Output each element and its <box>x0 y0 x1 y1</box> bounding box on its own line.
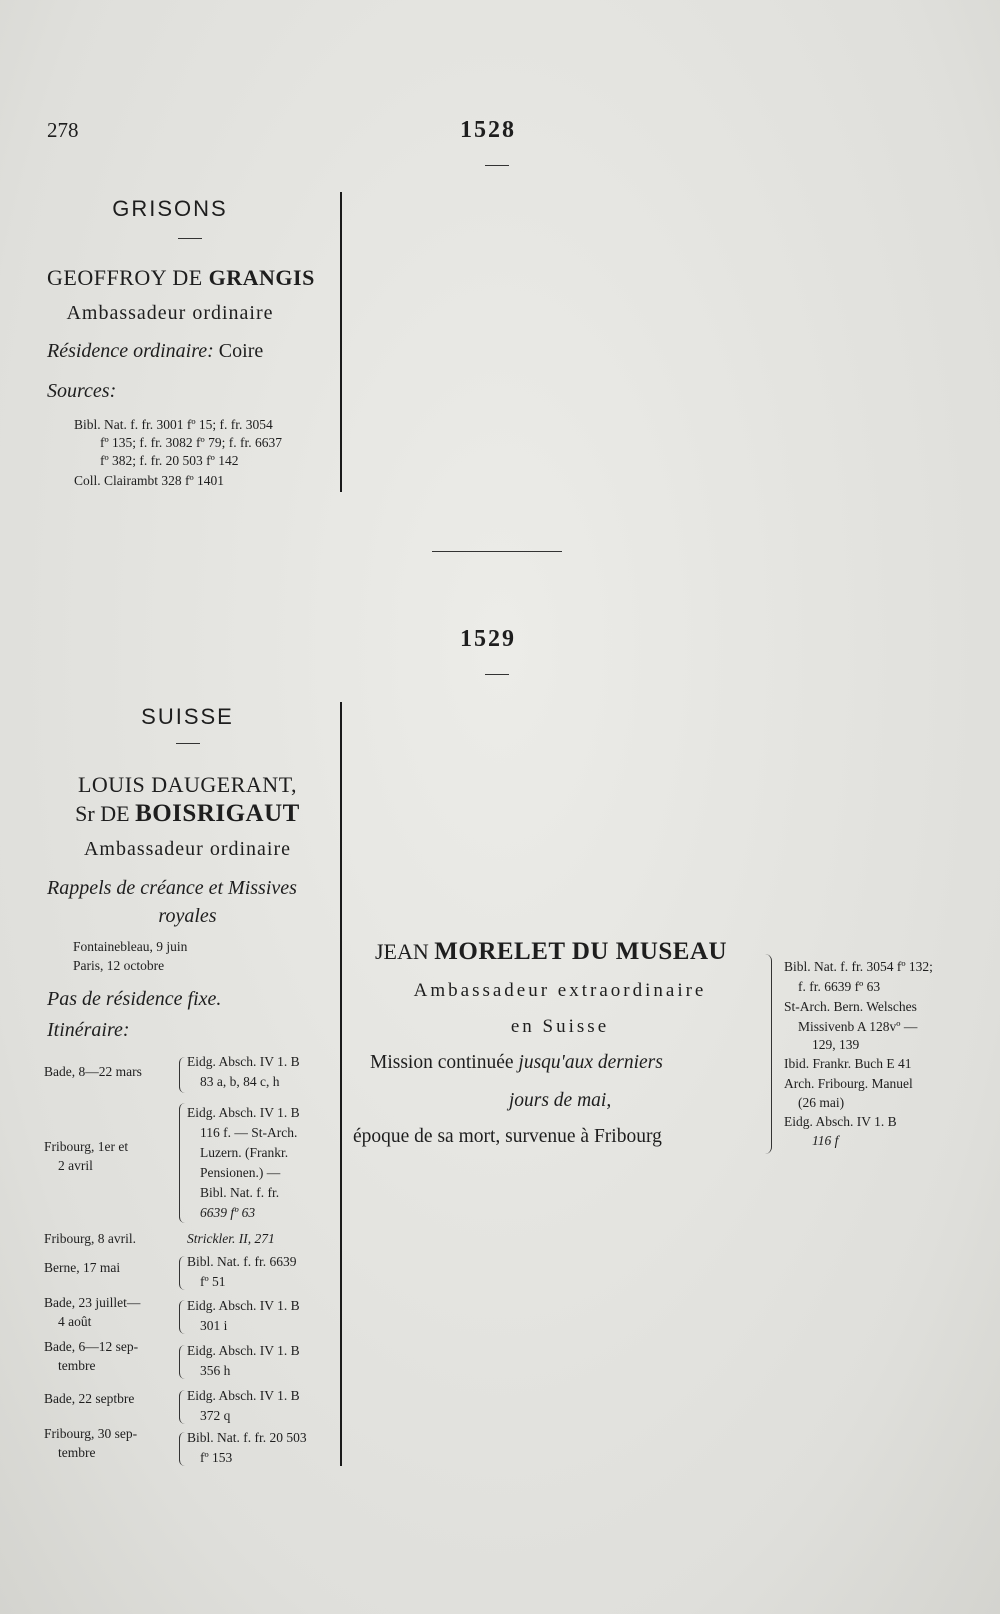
ambassador-name <box>47 265 315 291</box>
itinerary-source: Luzern. (Frankr. <box>200 1145 289 1160</box>
itinerary-source: Bibl. Nat. f. fr. <box>200 1185 280 1200</box>
rappels-heading-cont: royales <box>158 905 217 927</box>
itinerary-source: 372 q <box>200 1408 231 1423</box>
source-line: f. fr. 6639 fº 63 <box>798 979 881 994</box>
mission-line <box>370 1052 663 1074</box>
year-heading-1529: 1529 <box>460 626 516 652</box>
ambassador-title-cont: en Suisse <box>510 1016 610 1037</box>
divider <box>176 743 200 744</box>
itinerary-source: Bibl. Nat. f. fr. 20 503 <box>187 1430 307 1445</box>
source-line: Ibid. Frankr. Buch E 41 <box>784 1056 912 1071</box>
residence-line <box>47 340 263 363</box>
brace <box>179 1345 185 1379</box>
year-divider <box>485 674 509 675</box>
itinerary-source: 301 i <box>200 1318 228 1333</box>
source-line: Arch. Fribourg. Manuel <box>784 1076 913 1091</box>
name-prefix: GEOFFROY DE <box>47 265 209 290</box>
brace <box>179 1432 185 1466</box>
source-line: St-Arch. Bern. Welsches <box>784 999 917 1014</box>
column-rule <box>340 192 342 492</box>
itinerary-source: 83 a, b, 84 c, h <box>200 1074 280 1089</box>
name-surname: MORELET DU MUSEAU <box>434 938 728 965</box>
year-divider <box>485 165 509 166</box>
ambassador-title: Ambassadeur extraordinaire <box>413 980 707 1001</box>
brace <box>179 1256 185 1290</box>
itinerary-place: Fribourg, 1er et <box>44 1139 129 1154</box>
rappel-date: Fontainebleau, 9 juin <box>73 939 188 954</box>
ambassador-title: Ambassadeur ordinaire <box>66 302 274 324</box>
source-line: fº 382; f. fr. 20 503 fº 142 <box>100 453 239 468</box>
name-line-1: LOUIS DAUGERANT, <box>77 772 298 797</box>
itinerary-source: 6639 fº 63 <box>200 1205 256 1220</box>
itinerary-source: fº 153 <box>200 1450 233 1465</box>
itinerary-place: Bade, 23 juillet— <box>44 1295 141 1310</box>
page-number: 278 <box>47 118 79 142</box>
source-line: Eidg. Absch. IV 1. B <box>784 1114 897 1129</box>
residence-value: Coire <box>218 340 264 362</box>
source-line: Bibl. Nat. f. fr. 3054 fº 132; <box>784 959 933 974</box>
ambassador-title: Ambassadeur ordinaire <box>83 838 292 860</box>
country-heading: SUISSE <box>141 704 234 729</box>
mission-line-2: jours de mai, <box>508 1090 612 1111</box>
itinerary-place: Bade, 6—12 sep- <box>44 1339 139 1354</box>
sources-label: Sources: <box>47 380 117 402</box>
name-line-2 <box>0 800 375 828</box>
no-fixed-residence: Pas de résidence fixe. <box>47 988 222 1010</box>
itinerary-place: tembre <box>58 1358 96 1373</box>
itinerary-source: Bibl. Nat. f. fr. 6639 <box>187 1254 297 1269</box>
residence-label: Résidence ordinaire: <box>47 340 214 362</box>
name-prefix: JEAN <box>375 939 435 964</box>
brace <box>179 1057 185 1093</box>
itinerary-source: 356 h <box>200 1363 231 1378</box>
brace <box>764 954 772 1154</box>
ambassador-name <box>375 938 727 966</box>
itinerary-source: Eidg. Absch. IV 1. B <box>187 1298 300 1313</box>
itinerary-source: Pensionen.) — <box>200 1165 281 1180</box>
itinerary-place: tembre <box>58 1445 96 1460</box>
itinerary-source: Eidg. Absch. IV 1. B <box>187 1105 300 1120</box>
itinerary-source: Eidg. Absch. IV 1. B <box>187 1343 300 1358</box>
name-prefix: Sr DE <box>75 801 136 826</box>
mission-line-3: époque de sa mort, survenue à Fribourg <box>353 1126 662 1147</box>
name-surname: GRANGIS <box>208 265 315 290</box>
itinerary-source: Eidg. Absch. IV 1. B <box>187 1388 300 1403</box>
mission-text-italic: jusqu'aux derniers <box>518 1052 663 1073</box>
name-surname: BOISRIGAUT <box>135 800 300 827</box>
source-line: Coll. Clairambt 328 fº 1401 <box>74 473 225 488</box>
itinerary-source: Eidg. Absch. IV 1. B <box>187 1054 300 1069</box>
section-separator <box>432 551 562 552</box>
rappels-heading: Rappels de créance et Missives <box>47 877 297 899</box>
itinerary-place: Bade, 22 septbre <box>44 1391 135 1406</box>
source-line: fº 135; f. fr. 3082 fº 79; f. fr. 6637 <box>100 435 282 450</box>
itinerary-place: 2 avril <box>58 1158 93 1173</box>
brace <box>179 1390 185 1424</box>
source-line: Bibl. Nat. f. fr. 3001 fº 15; f. fr. 3054 <box>74 417 273 432</box>
source-line: (26 mai) <box>798 1095 845 1110</box>
brace <box>179 1300 185 1334</box>
itinerary-place: 4 août <box>58 1314 92 1329</box>
itinerary-label: Itinéraire: <box>47 1019 130 1041</box>
country-heading: GRISONS <box>112 196 228 221</box>
year-heading-1528: 1528 <box>460 117 516 143</box>
itinerary-place: Fribourg, 30 sep- <box>44 1426 138 1441</box>
itinerary-place: Bade, 8—22 mars <box>44 1064 142 1079</box>
source-line: Missivenb A 128vº — <box>798 1019 918 1034</box>
itinerary-place: Fribourg, 8 avril. <box>44 1231 136 1246</box>
brace <box>179 1103 185 1223</box>
source-line: 116 f <box>812 1133 839 1148</box>
divider <box>178 238 202 239</box>
source-line: 129, 139 <box>812 1037 860 1052</box>
mission-text: Mission continuée <box>370 1052 519 1073</box>
itinerary-source: Strickler. II, 271 <box>187 1231 275 1246</box>
rappel-date: Paris, 12 octobre <box>73 958 165 973</box>
itinerary-source: fº 51 <box>200 1274 226 1289</box>
itinerary-place: Berne, 17 mai <box>44 1260 121 1275</box>
itinerary-source: 116 f. — St-Arch. <box>200 1125 298 1140</box>
